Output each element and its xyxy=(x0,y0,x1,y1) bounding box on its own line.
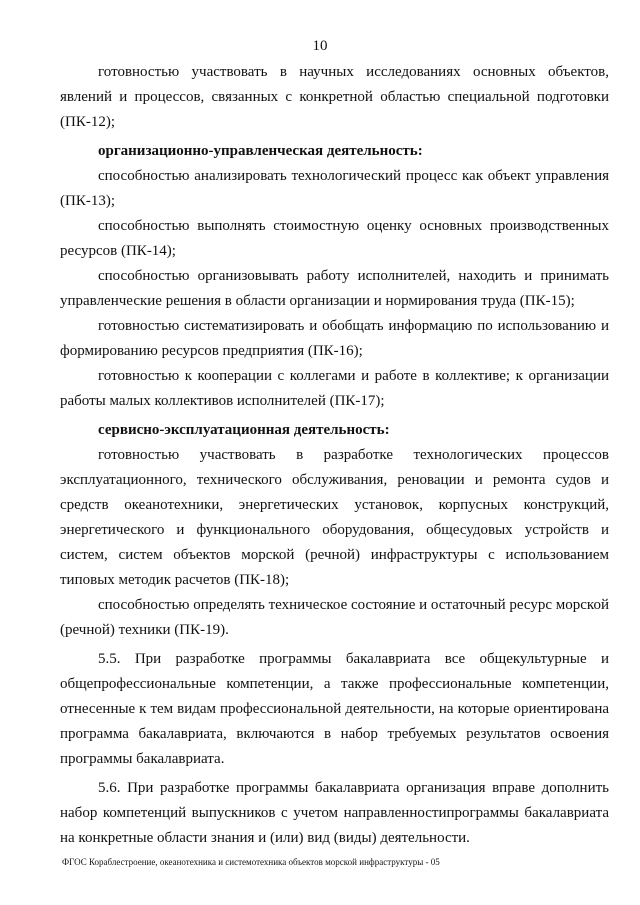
paragraph-pk17: готовностью к кооперации с коллегами и работе в коллективе; к организации работы малых коллективов исполнителей (ПК-17); xyxy=(60,368,609,409)
page-body xyxy=(60,60,609,851)
paragraph-pk15: способностью организовывать работу исполнителей, находить и принимать управленческие решения в области организации и нормирования труда (ПК-15); xyxy=(60,268,609,309)
paragraph-5-5: 5.5. При разработке программы бакалавриата все общекультурные и общепрофессиональные компетенции, а также профессиональные компетенции, отнесенные к тем видам профессиональной деятельности, на которые ориентирована программа бакалавриата, включаются в набор требуемых результатов освоения программы бакалавриата. xyxy=(60,651,609,767)
paragraph-5-6: 5.6. При разработке программы бакалавриата организация вправе дополнить набор компетенций выпускников с учетом направленностипрограммы бакалавриата на конкретные области знания и (или) вид (виды) деятельности. xyxy=(60,780,609,846)
paragraph-pk14: способностью выполнять стоимостную оценку основных производственных ресурсов (ПК-14); xyxy=(60,218,609,259)
section-heading-organizational: организационно-управленческая деятельность: xyxy=(98,143,423,159)
paragraph-pk16: готовностью систематизировать и обобщать информацию по использованию и формированию ресурсов предприятия (ПК-16); xyxy=(60,318,609,359)
paragraph-pk19: способностью определять техническое состояние и остаточный ресурс морской (речной) техники (ПК-19). xyxy=(60,597,609,638)
paragraph-pk13: способностью анализировать технологический процесс как объект управления (ПК-13); xyxy=(60,168,609,209)
paragraph-pk12: готовностью участвовать в научных исследованиях основных объектов, явлений и процессов, связанных с конкретной областью специальной подготовки (ПК-12); xyxy=(60,64,609,130)
page-footer: ФГОС Кораблестроение, океанотехника и системотехника объектов морской инфраструктуры - 05 xyxy=(62,857,440,867)
section-heading-service: сервисно-эксплуатационная деятельность: xyxy=(98,422,390,438)
paragraph-pk18: готовностью участвовать в разработке технологических процессов эксплуатационного, технического обслуживания, реновации и ремонта судов и средств океанотехники, энергетических установок, корпусных конструкций, энергетического и функционального оборудования, общесудовых устройств и систем, систем объектов морской (речной) инфраструктуры с использованием типовых методик расчетов (ПК-18); xyxy=(60,447,609,588)
page-number: 10 xyxy=(312,38,328,54)
